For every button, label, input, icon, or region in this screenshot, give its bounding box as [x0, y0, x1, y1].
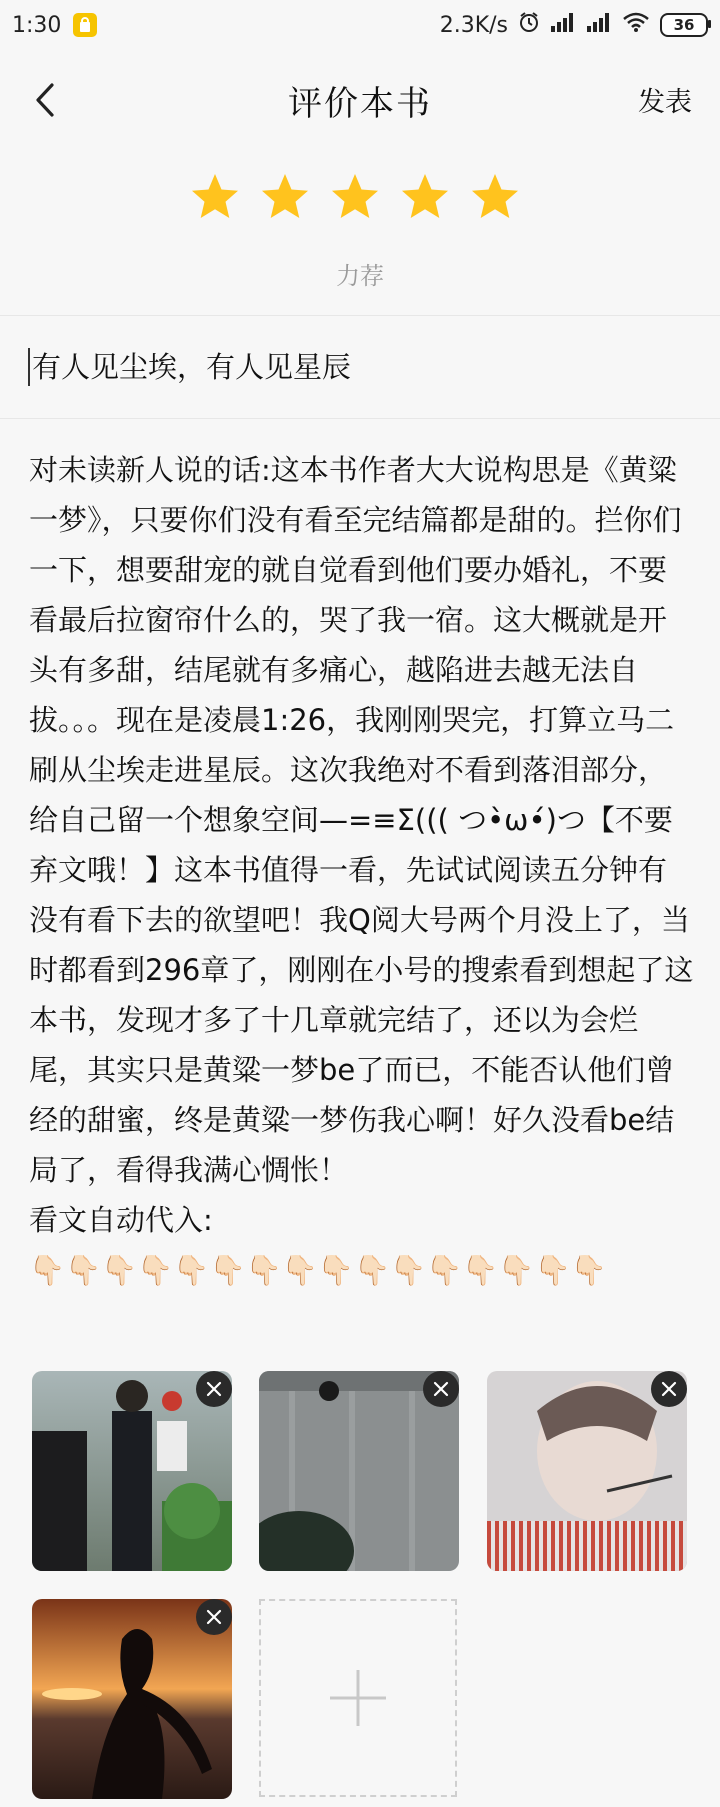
review-title-section	[0, 316, 720, 419]
close-icon	[206, 1381, 222, 1397]
status-right	[440, 11, 708, 39]
remove-image-button[interactable]	[196, 1371, 232, 1407]
signal-icon	[586, 12, 612, 38]
plus-icon	[326, 1666, 390, 1730]
close-icon	[661, 1381, 677, 1397]
notification-icon	[73, 13, 97, 37]
alarm-icon	[518, 11, 540, 39]
battery-level: 36	[673, 16, 695, 34]
page-title: 评价本书	[288, 84, 432, 124]
star-icon[interactable]	[330, 172, 380, 222]
status-bar	[0, 0, 720, 50]
publish-button[interactable]: 发表	[638, 87, 692, 118]
close-icon	[206, 1609, 222, 1625]
rating-label: 力荐	[336, 262, 384, 290]
review-body-input[interactable]: 对未读新人说的话:这本书作者大大说构思是《黄粱一梦》，只要你们没有看至完结篇都是甜的。拦你们一下，想要甜宠的就自觉看到他们要办婚礼，不要看最后拉窗帘什么的，哭了我一宿。这大概就是开头有多甜，结尾就有多痛心，越陷进去越无法自拔。。。现在是凌晨1:26，我刚刚哭完，打算立马二刷从尘埃走进星辰。这次我绝对不看到落泪部分，给自己留一个想象空间—=≡Σ((( つ•̀ω•́)つ【不要弃文哦！】这本书值得一看，先试试阅读五分钟有没有看下去的欲望吧！我Q阅大号两个月没上了，当时都看到296章了，刚刚在小号的搜索看到想起了这本书，发现才多了十几章就完结了，还以为会烂尾，其实只是黄粱一梦be了而已，不能否认他们曾经的甜蜜，终是黄粱一梦伤我心啊！好久没看be结局了，看得我满心惆怅！ 看文自动代入: 👇🏻👇🏻👇🏻👇🏻👇🏻👇🏻👇🏻👇🏻👇🏻👇🏻👇🏻👇🏻👇🏻👇🏻👇🏻👇🏻	[29, 453, 694, 1287]
status-time: 1:30	[12, 12, 62, 38]
status-left	[12, 13, 97, 38]
battery-icon	[660, 13, 708, 37]
rating-section	[0, 150, 720, 316]
star-icon[interactable]	[400, 172, 450, 222]
close-icon	[433, 1381, 449, 1397]
attached-image-1[interactable]	[32, 1371, 232, 1571]
star-icon[interactable]	[190, 172, 240, 222]
add-image-button[interactable]	[259, 1599, 457, 1797]
wifi-icon	[622, 11, 650, 39]
attached-image-2[interactable]	[259, 1371, 459, 1571]
attached-image-3[interactable]	[487, 1371, 687, 1571]
remove-image-button[interactable]	[651, 1371, 687, 1407]
signal-icon	[550, 12, 576, 38]
attached-image-4[interactable]	[32, 1599, 232, 1799]
star-icon[interactable]	[470, 172, 520, 222]
star-icon[interactable]	[260, 172, 310, 222]
header	[0, 50, 720, 150]
remove-image-button[interactable]	[423, 1371, 459, 1407]
remove-image-button[interactable]	[196, 1599, 232, 1635]
review-title-input[interactable]: 有人见尘埃，有人见星辰	[28, 348, 351, 386]
network-speed: 2.3K/s	[439, 12, 508, 38]
star-rating[interactable]	[190, 172, 520, 222]
